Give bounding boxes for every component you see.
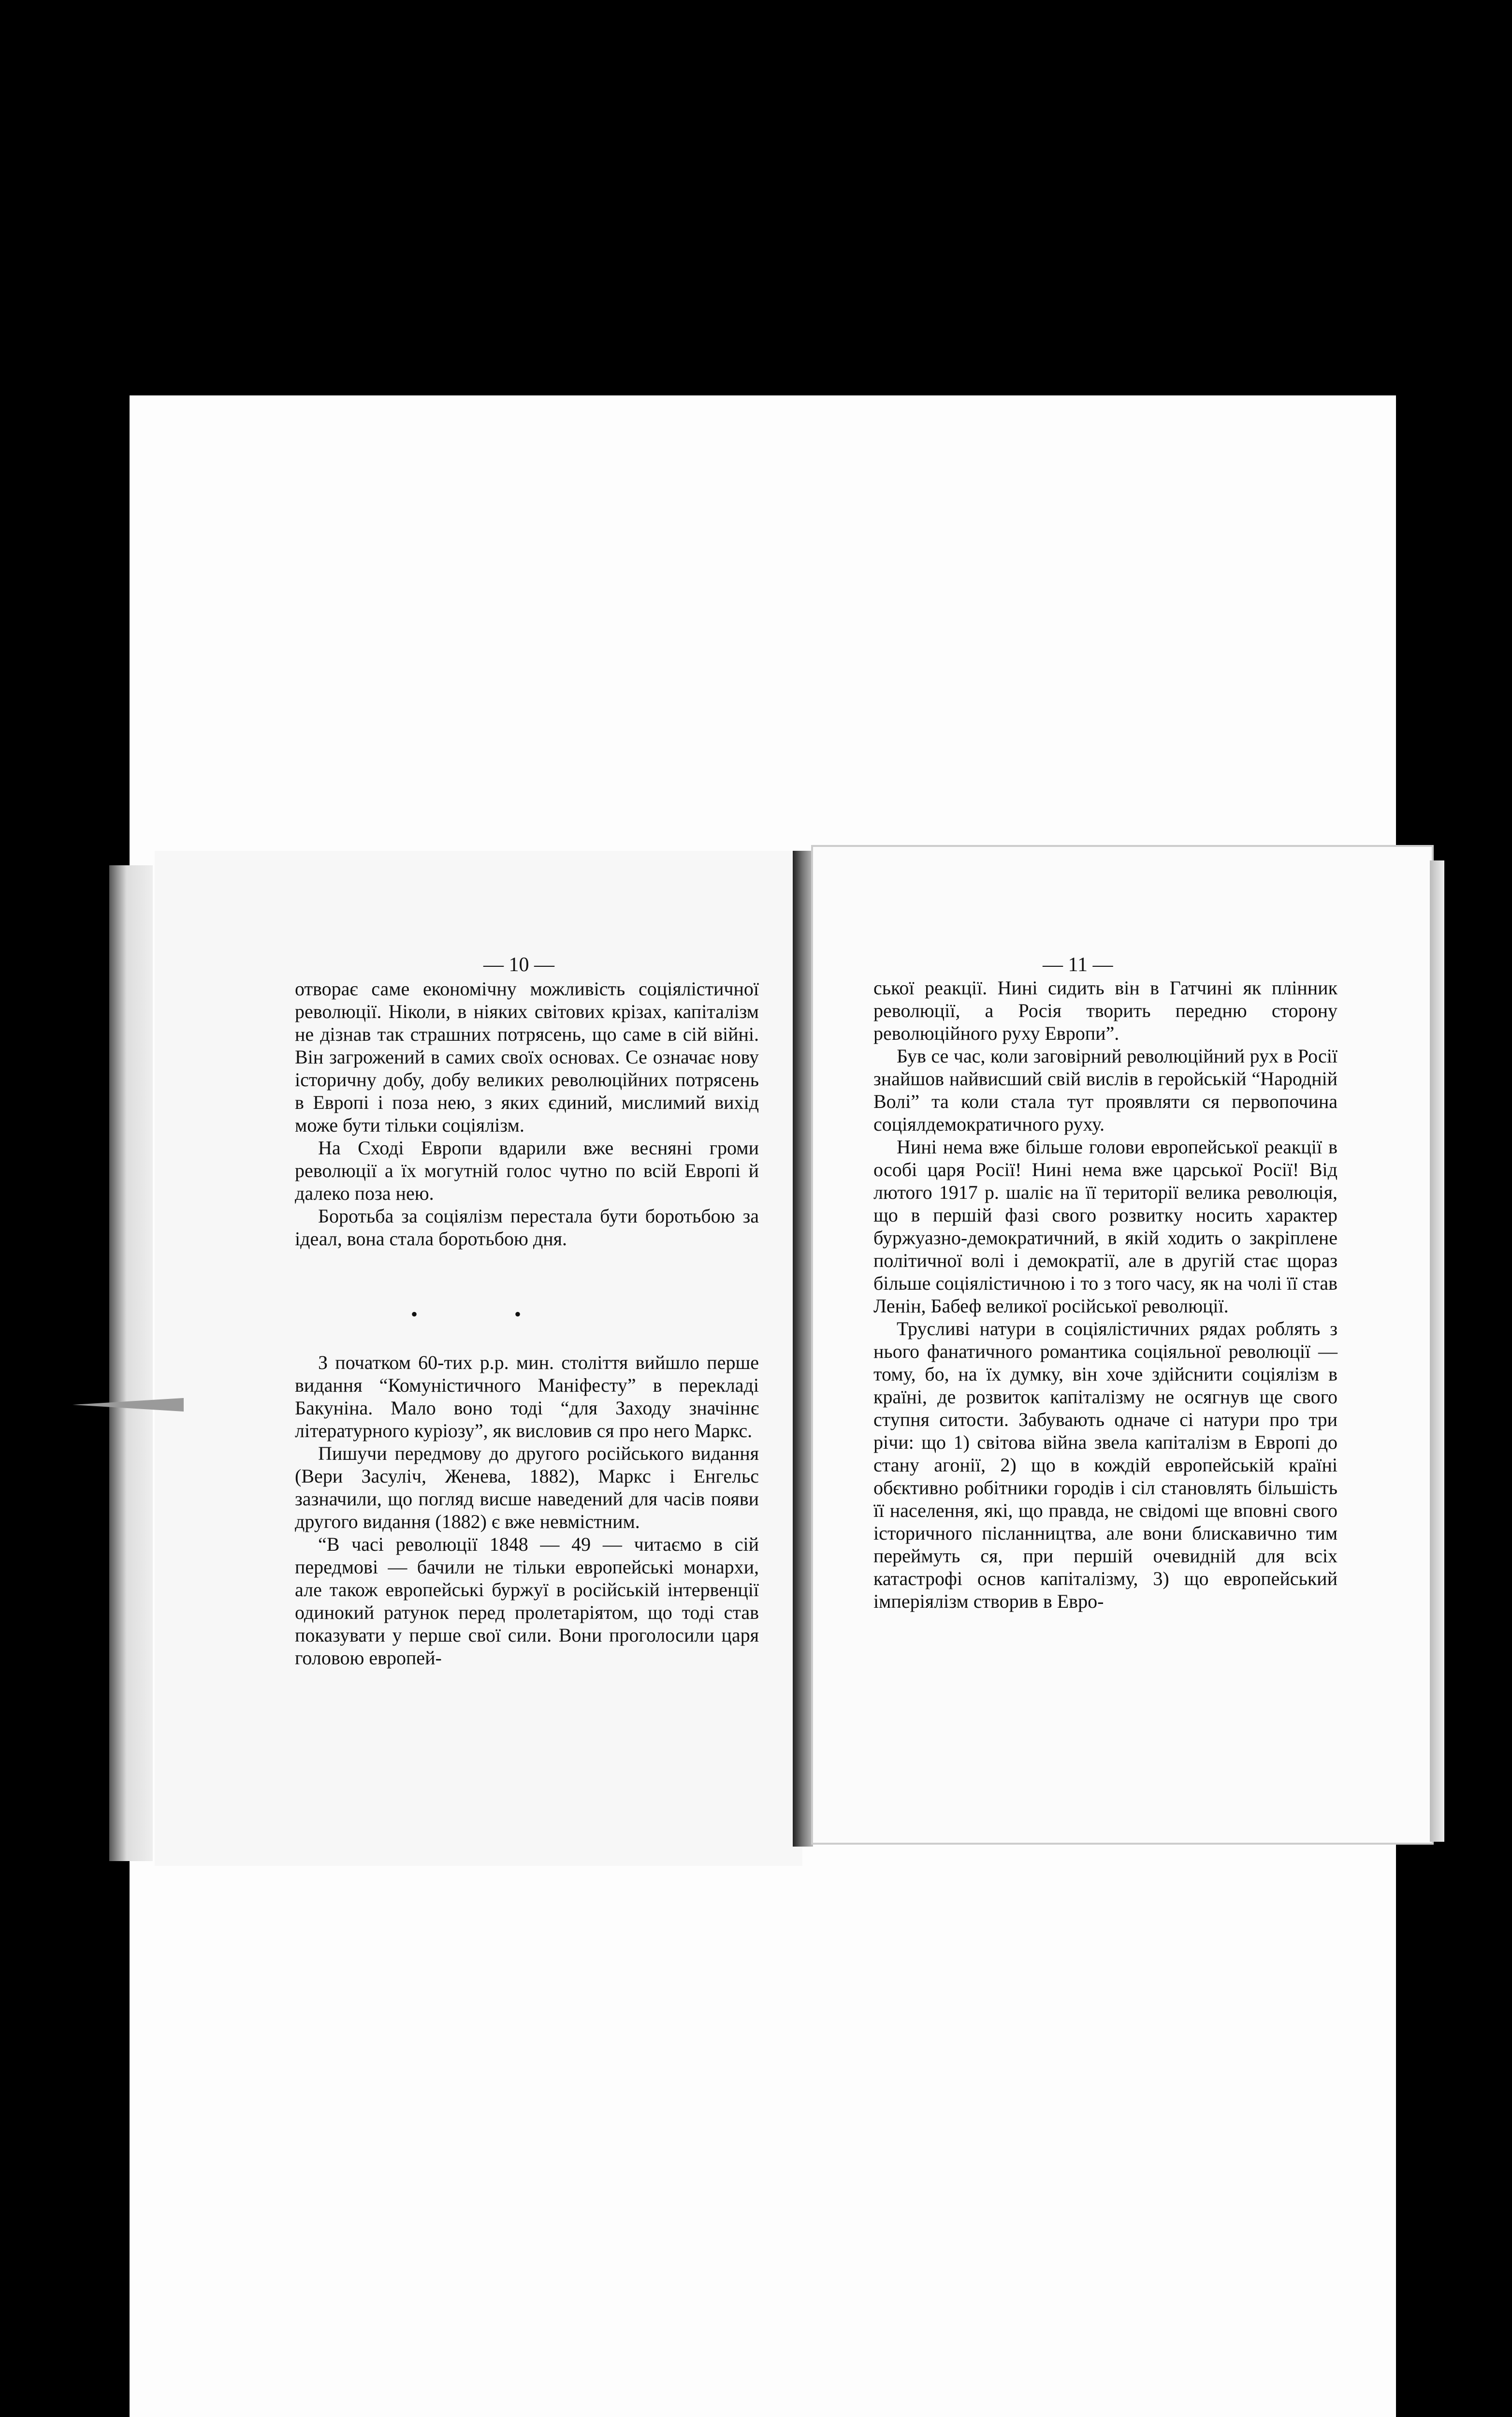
paragraph: Був се час, коли заговірний революційний рух в Росії знайшов найвисший свій вислів в геройській “Народній Волі” та коли стала тут проявляти ся первопочина соціялдемократичного руху. bbox=[873, 1045, 1338, 1135]
page-number: — 11 — bbox=[1043, 954, 1113, 976]
page-stack-edge bbox=[1430, 860, 1444, 1842]
left-page-text-top bbox=[295, 977, 759, 1250]
paragraph: отворає саме економічну можливість соціялістичної революції. Ніколи, в ніяких світових крізах, капіталізм не дізнав так страшних потрясень, що саме в сій війні. Він загрожений в самих своїх основах. Се означає нову історичну добу, добу великих революційних потрясень в Европі і поза нею, з яких єдиний, мислимий вихід може бути тільки соціялізм. bbox=[295, 978, 759, 1136]
page-number: — 10 — bbox=[483, 954, 554, 976]
right-page-text bbox=[873, 976, 1338, 1613]
paragraph: З початком 60-тих р.р. мин. століття вийшло перше видання “Комуністичного Маніфесту” в перекладі Бакуніна. Мало воно тоді “для Заходу значіннє літературного куріозу”, як висловив ся про него Маркс. bbox=[295, 1352, 759, 1441]
paragraph: Боротьба за соціялізм перестала бути боротьбою за ідеал, вона стала боротьбою дня. bbox=[295, 1205, 759, 1250]
left-page bbox=[155, 851, 802, 1866]
book-gutter bbox=[793, 851, 813, 1847]
paragraph: ської реакції. Нині сидить він в Гатчині як плінник революції, а Росія творить передню сторону революційного руху Европи”. bbox=[873, 977, 1338, 1044]
right-page bbox=[813, 847, 1432, 1843]
paragraph: Пишучи передмову до другого російського видання (Вери Засуліч, Женева, 1882), Маркс і Енгельс зазначили, що погляд висше наведений для часів появи другого видання (1882) є вже невмістним. bbox=[295, 1442, 759, 1532]
paragraph: “В часі революції 1848 — 49 — читаємо в сій передмові — бачили не тільки европейські монархи, але також европейські буржуї в російській інтервенції одинокий ратунок перед пролетаріятом, що тоді став показувати у перше свої сили. Вони проголосили царя головою европей- bbox=[295, 1533, 759, 1669]
paragraph: На Сході Европи вдарили вже весняні громи революції а їх могутній голос чутно по всій Европі й далеко поза нею. bbox=[295, 1137, 759, 1204]
paragraph: Нині нема вже більше голови европейської реакції в особі царя Росії! Нині нема вже царської Росії! Від лютого 1917 р. шаліє на її території велика революція, що в першій фазі свого розвитку носить характер буржуазно-демократичний, в якій ходить о закріплене політичної волі і демократії, але в другій стає щораз більше соціялістичною і то з того часу, як на чолі її став Ленін, Бабеф великої російської революції. bbox=[873, 1136, 1338, 1317]
paragraph: Трусливі натури в соціялістичних рядах роблять з нього фанатичного романтика соціяльної революції — тому, бо, на їх думку, він хоче здійснити соціялізм в країні, де розвиток капіталізму не осягнув ще свого ступня ситости. Забувають одначе сі натури про три річи: що 1) світова війна звела капіталізм в Европі до стану агонії, 2) що в кождій европейській країні обєктивно робітники городів і сіл становлять більшість її населення, які, що правда, не свідомі ще вповні свого історичного післанництва, але вони блискавично тим переймуть ся, при першій очевидній для всіх катастрофі основ капіталізму, 3) що европейський імперіялізм створив в Евро- bbox=[873, 1318, 1338, 1612]
page-stack-edge bbox=[109, 865, 153, 1861]
section-separator: • • bbox=[411, 1303, 522, 1325]
left-page-text-bottom bbox=[295, 1351, 759, 1669]
pointer-mark bbox=[73, 1398, 184, 1412]
